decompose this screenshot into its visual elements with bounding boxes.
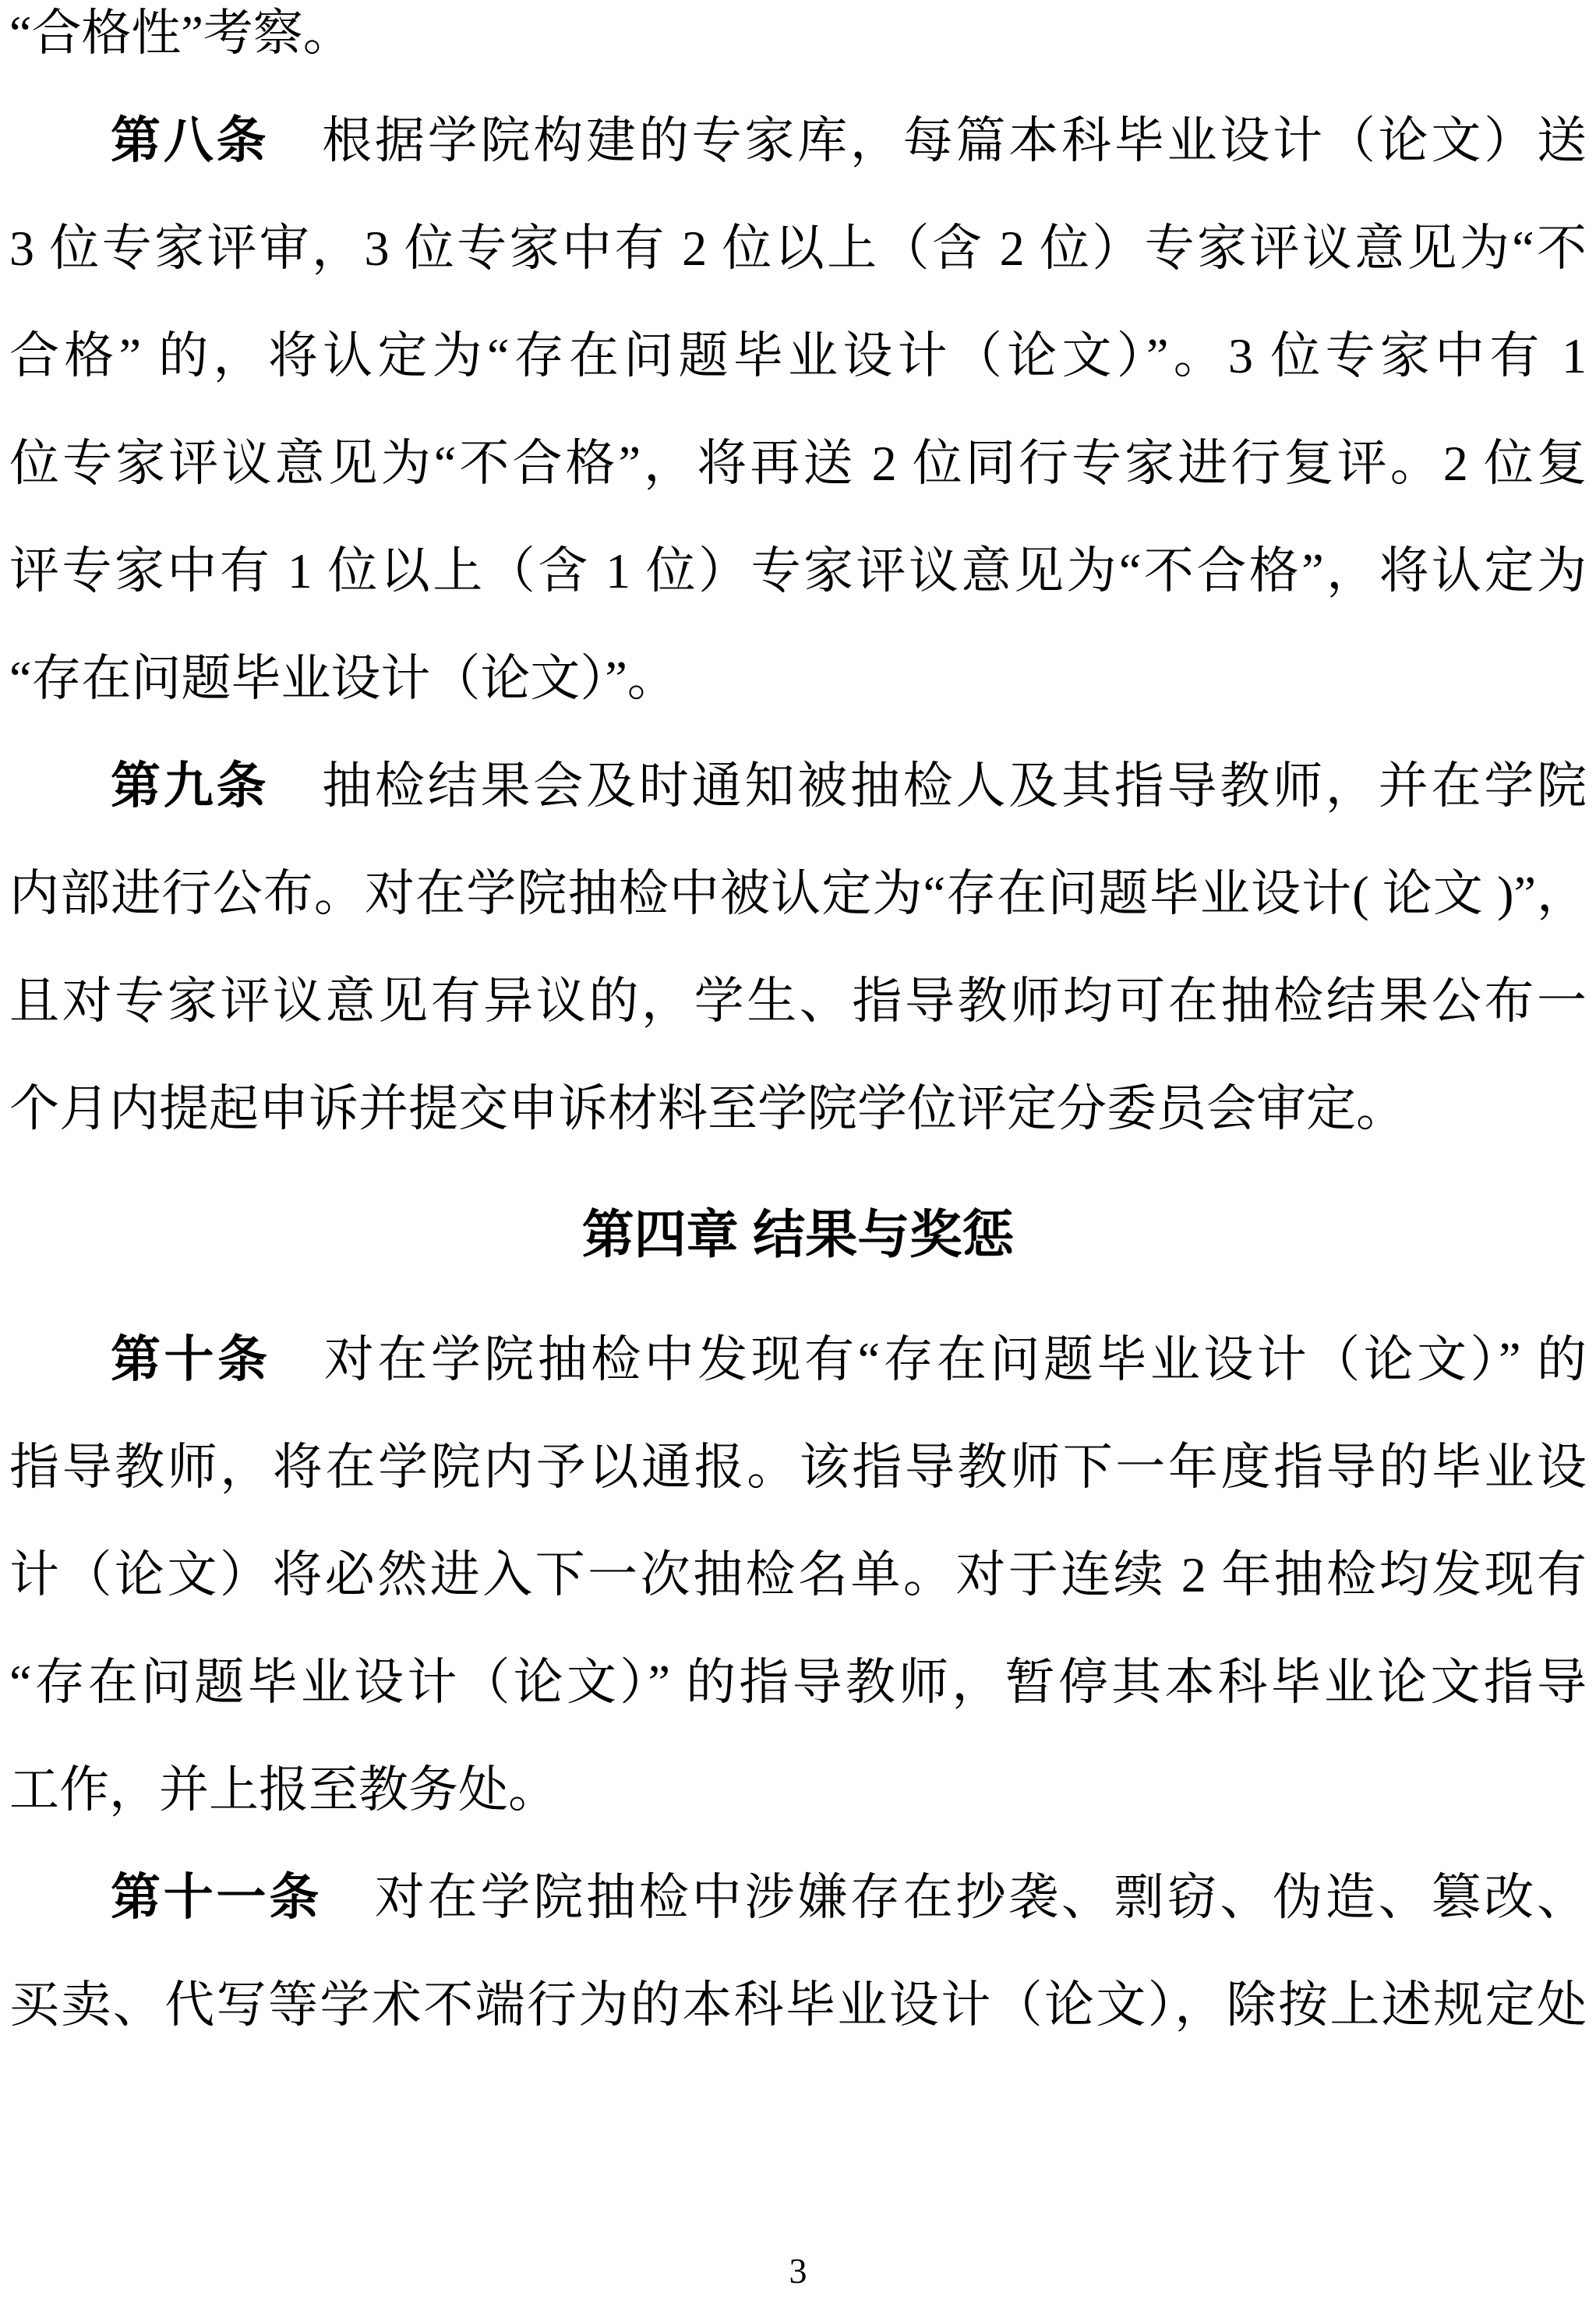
line-text: 且对专家评议意见有异议的，学生、指导教师均可在抽检结果公布一	[9, 973, 1587, 1029]
text-line	[9, 1629, 1587, 1736]
line-text: “存在问题毕业设计（论文）”。	[9, 651, 677, 706]
line-text: 合格” 的，将认定为“存在问题毕业设计（论文）”。3 位专家中有 1	[9, 328, 1587, 383]
line-text: 对在学院抽检中涉嫌存在抄袭、剽窃、伪造、篡改、	[322, 1870, 1587, 1925]
line-text: 内部进行公布。对在学院抽检中被认定为“存在问题毕业设计( 论文 )”，	[9, 866, 1587, 921]
article-number: 第九条	[111, 758, 270, 814]
text-line	[9, 1844, 1587, 1952]
text-line	[9, 410, 1587, 518]
text-line	[9, 1736, 1587, 1844]
line-text: 指导教师，将在学院内予以通报。该指导教师下一年度指导的毕业设	[9, 1440, 1587, 1495]
line-text: 计（论文）将必然进入下一次抽检名单。对于连续 2 年抽检均发现有	[9, 1547, 1587, 1602]
line-text: 买卖、代写等学术不端行为的本科毕业设计（论文），除按上述规定处	[9, 1977, 1587, 2033]
line-text: 评专家中有 1 位以上（含 1 位）专家评议意见为“不合格”，将认定为	[9, 543, 1587, 599]
page-number: 3	[789, 2251, 807, 2291]
line-text: 位专家评议意见为“不合格”，将再送 2 位同行专家进行复评。2 位复	[9, 436, 1587, 491]
line-text: 根据学院构建的专家库，每篇本科毕业设计（论文）送	[269, 113, 1587, 168]
line-text: 工作，并上报至教务处。	[9, 1762, 558, 1818]
text-line	[9, 87, 1587, 195]
article-number: 第四章 结果与奖惩	[581, 1206, 1015, 1264]
article-number: 第十一条	[111, 1870, 323, 1925]
text-line	[9, 1521, 1587, 1629]
text-line	[9, 0, 1587, 87]
text-line	[9, 1306, 1587, 1414]
line-text: “合格性”考察。	[9, 5, 353, 61]
text-line	[9, 948, 1587, 1055]
line-text: 抽检结果会及时通知被抽检人及其指导教师，并在学院	[269, 758, 1587, 814]
text-line	[9, 1055, 1587, 1163]
text-line	[9, 1414, 1587, 1521]
document-body	[9, 0, 1587, 2059]
line-text: 3 位专家评审，3 位专家中有 2 位以上（含 2 位）专家评议意见为“不	[9, 221, 1587, 276]
text-line	[9, 195, 1587, 302]
line-text: 对在学院抽检中发现有“存在问题毕业设计（论文）” 的	[270, 1332, 1587, 1387]
text-line	[9, 625, 1587, 733]
line-text: “存在问题毕业设计（论文）” 的指导教师，暂停其本科毕业论文指导	[9, 1655, 1587, 1710]
chapter-heading	[9, 1182, 1587, 1289]
text-line	[9, 1952, 1587, 2059]
article-number: 第十条	[111, 1332, 271, 1387]
text-line	[9, 302, 1587, 410]
article-number: 第八条	[111, 113, 270, 168]
text-line	[9, 733, 1587, 840]
text-line	[9, 840, 1587, 948]
text-line	[9, 518, 1587, 625]
line-text: 个月内提起申诉并提交申诉材料至学院学位评定分委员会审定。	[9, 1081, 1406, 1136]
